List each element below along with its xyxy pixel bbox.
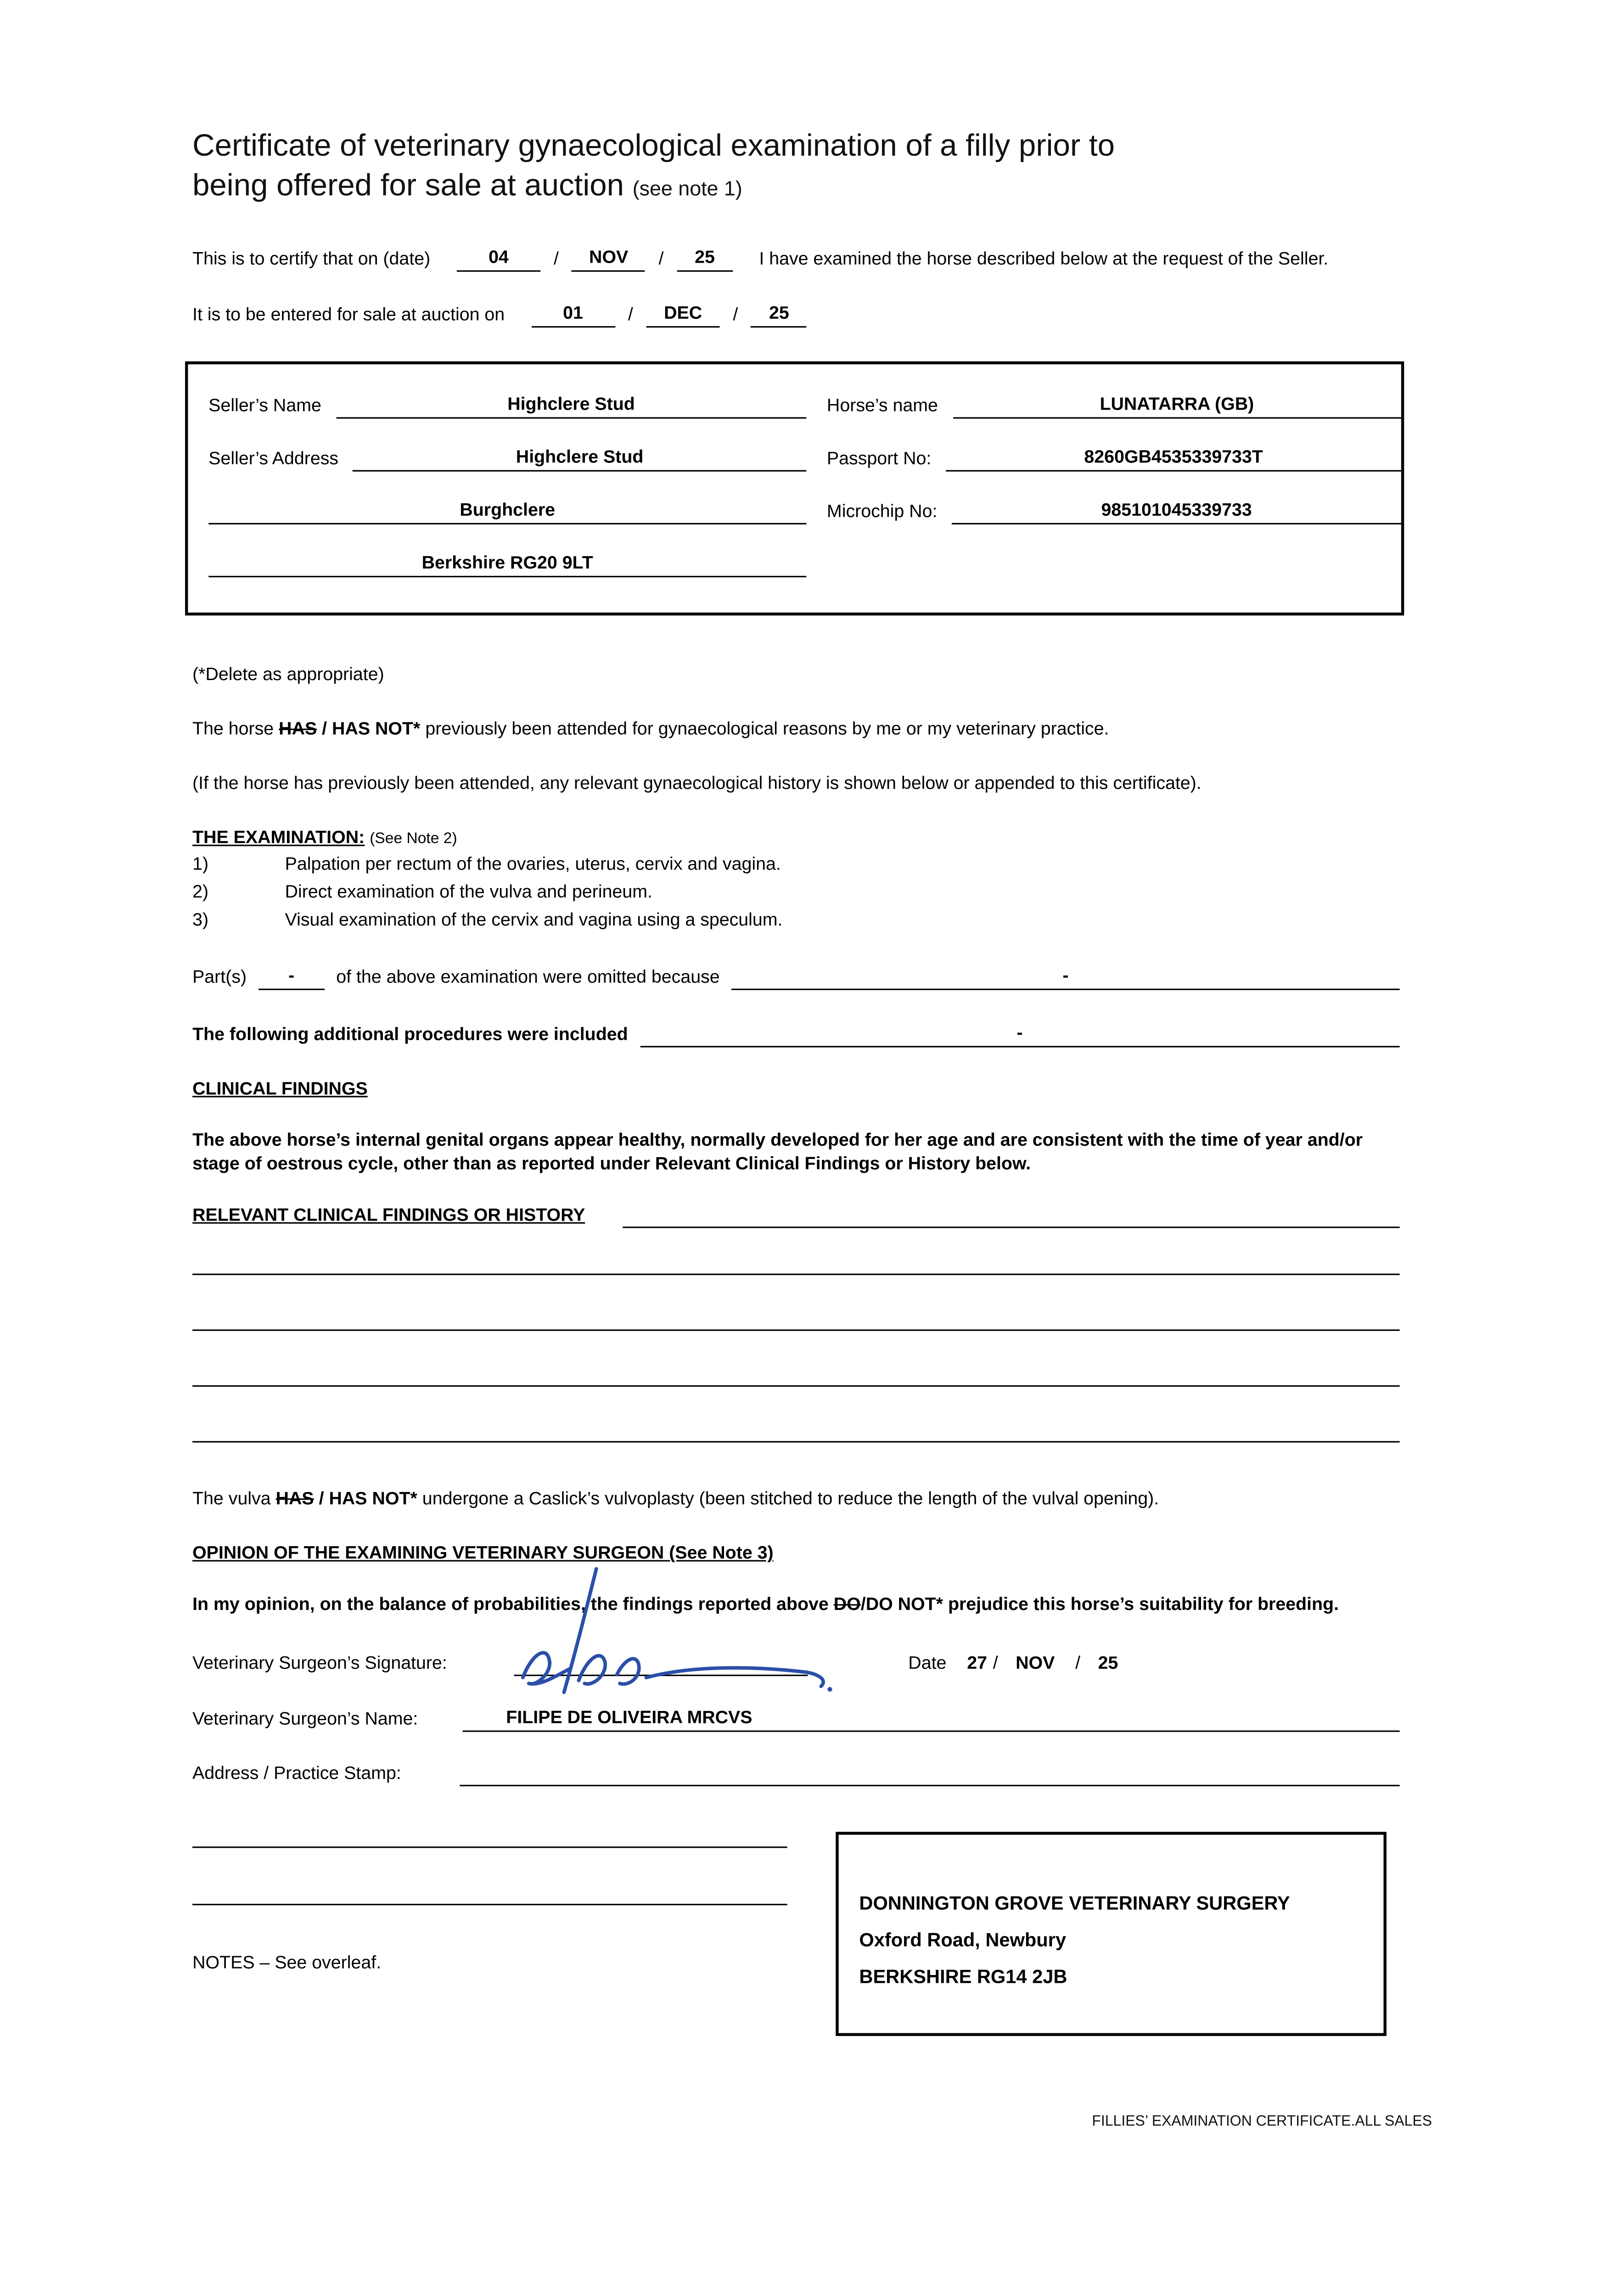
blank-line	[192, 1384, 1400, 1387]
practice-stamp-row	[192, 1763, 1400, 1787]
opinion-struck-do: DO	[833, 1594, 861, 1615]
clinical-findings-paragraph: The above horse’s internal genital organs appear healthy, normally developed for her age and are consistent with the time of year and/or stage of oestrous cycle, other than as reported under Relevant Clinical Findings or History below.	[192, 1130, 1363, 1175]
vulva-struck-has: HAS	[275, 1488, 314, 1509]
examination-heading: THE EXAMINATION:	[192, 827, 365, 849]
horse-name-value: LUNATARRA (GB)	[953, 393, 1401, 418]
list-item	[192, 907, 1400, 935]
practice-stamp-label: Address / Practice Stamp:	[192, 1763, 401, 1784]
blank-line-short	[192, 1846, 787, 1848]
attended-struck-has: HAS	[279, 719, 317, 740]
date-slash: /	[1075, 1653, 1081, 1674]
certify-suffix: I have examined the horse described below at the request of the Seller.	[759, 248, 1329, 269]
title-line2-text: being offered for sale at auction	[192, 169, 624, 203]
surgeon-name-value: FILIPE DE OLIVEIRA MRCVS	[462, 1707, 1399, 1732]
seller-name-value: Highclere Stud	[336, 393, 806, 418]
attended-prefix: The horse	[192, 719, 274, 740]
exam-date-year: 25	[677, 246, 733, 271]
auction-prefix: It is to be entered for sale at auction on	[192, 303, 505, 324]
vulva-prefix: The vulva	[192, 1488, 271, 1509]
delete-note: (*Delete as appropriate)	[192, 663, 384, 684]
omitted-prefix: Part(s)	[192, 967, 247, 988]
horse-details-box	[185, 361, 1404, 615]
clinical-findings-heading: CLINICAL FINDINGS	[192, 1079, 368, 1100]
opinion-paragraph	[192, 1594, 1400, 1618]
seller-address-row	[208, 446, 806, 471]
auction-date-year: 25	[751, 302, 807, 327]
date-slash: /	[628, 303, 633, 324]
passport-value: 8260GB4535339733T	[946, 446, 1401, 471]
empty-cell	[827, 551, 1401, 576]
microchip-label: Microchip No:	[826, 500, 938, 521]
sign-date-year: 25	[1098, 1653, 1118, 1674]
footer-text: FILLIES’ EXAMINATION CERTIFICATE.ALL SALES	[1092, 2114, 1432, 2130]
additional-procedures-line	[192, 1023, 1400, 1048]
passport-label: Passport No:	[826, 447, 932, 468]
opinion-heading: OPINION OF THE EXAMINING VETERINARY SURGEON (See Note 3)	[192, 1542, 774, 1564]
examination-heading-line	[192, 827, 1400, 851]
list-item-text: Visual examination of the cervix and vagina using a speculum.	[285, 910, 783, 931]
date-slash: /	[553, 248, 559, 269]
auction-date-day: 01	[531, 302, 615, 327]
signature-label: Veterinary Surgeon’s Signature:	[192, 1653, 447, 1674]
blank-line	[192, 1328, 1400, 1331]
additional-value: -	[640, 1023, 1399, 1048]
list-item	[192, 879, 1400, 907]
history-note: (If the horse has previously been attended, any relevant gynaecological history is shown below or appended to this certificate).	[192, 773, 1202, 794]
notes-line: NOTES – See overleaf.	[192, 1953, 382, 1974]
vulva-suffix: undergone a Caslick’s vulvoplasty (been stitched to reduce the length of the vulval opening).	[422, 1488, 1159, 1509]
practice-postcode: BERKSHIRE RG14 2JB	[859, 1965, 1067, 1988]
list-item-text: Palpation per rectum of the ovaries, uterus, cervix and vagina.	[285, 854, 781, 875]
microchip-row	[827, 499, 1401, 523]
additional-label: The following additional procedures were included	[192, 1024, 628, 1045]
date-slash: /	[658, 248, 664, 269]
list-item-text: Direct examination of the vulva and perineum.	[285, 882, 652, 903]
list-item-number: 1)	[192, 854, 209, 875]
title-line1: Certificate of veterinary gynaecological examination of a filly prior to	[192, 129, 1115, 163]
relevant-findings-heading: RELEVANT CLINICAL FINDINGS OR HISTORY	[192, 1205, 585, 1226]
omitted-mid: of the above examination were omitted because	[336, 967, 720, 988]
opinion-do-not: /DO NOT*	[860, 1594, 943, 1615]
date-label: Date	[908, 1653, 947, 1674]
list-item-number: 2)	[192, 882, 209, 903]
microchip-value: 985101045339733	[952, 499, 1401, 523]
list-item	[192, 851, 1400, 879]
certify-prefix: This is to certify that on (date)	[192, 248, 431, 269]
horse-name-label: Horse’s name	[826, 394, 938, 415]
practice-name: DONNINGTON GROVE VETERINARY SURGERY	[859, 1892, 1290, 1914]
omitted-reason-value: -	[731, 966, 1399, 990]
exam-date-month: NOV	[572, 246, 646, 271]
relevant-findings-line	[192, 1205, 1400, 1228]
seller-address-label: Seller’s Address	[208, 447, 339, 468]
date-slash: /	[733, 303, 738, 324]
certify-line	[192, 246, 1400, 271]
opinion-after: prejudice this horse’s suitability for breeding.	[948, 1594, 1339, 1615]
signature-row	[192, 1653, 1400, 1677]
relevant-findings-blank	[623, 1207, 1400, 1228]
list-item-number: 3)	[192, 910, 209, 931]
sign-date-month: NOV	[1016, 1653, 1055, 1674]
exam-date-day: 04	[457, 246, 540, 271]
practice-stamp-box	[836, 1832, 1387, 2036]
practice-stamp-blank	[460, 1765, 1400, 1786]
horse-name-row	[827, 393, 1401, 418]
seller-name-row	[208, 393, 806, 418]
examination-list	[192, 851, 1400, 935]
passport-row	[827, 446, 1401, 471]
blank-line	[192, 1440, 1400, 1443]
surgeon-name-label: Veterinary Surgeon’s Name:	[192, 1709, 418, 1730]
title-note: (see note 1)	[632, 176, 742, 201]
auction-date-month: DEC	[646, 302, 720, 327]
attended-line	[192, 719, 1400, 743]
examination-heading-note: (See Note 2)	[370, 830, 457, 849]
blank-line	[192, 1272, 1400, 1275]
seller-address-line3: Berkshire RG20 9LT	[208, 551, 806, 576]
seller-address-line2: Burghclere	[208, 499, 806, 523]
opinion-before: In my opinion, on the balance of probabilities, the findings reported above	[192, 1594, 829, 1615]
surgeon-name-row	[192, 1707, 1400, 1732]
sign-date-day: 27	[967, 1653, 987, 1674]
signature-line	[515, 1675, 809, 1677]
auction-line	[192, 302, 1400, 327]
attended-suffix: previously been attended for gynaecological reasons by me or my veterinary practice.	[425, 719, 1109, 740]
date-slash: /	[993, 1653, 998, 1674]
practice-street: Oxford Road, Newbury	[859, 1929, 1067, 1951]
seller-address-line1: Highclere Stud	[353, 446, 806, 471]
attended-has-not: / HAS NOT*	[322, 719, 421, 740]
blank-line-short	[192, 1903, 787, 1906]
vulva-has-not: / HAS NOT*	[319, 1488, 417, 1509]
omitted-line	[192, 966, 1400, 990]
omitted-parts-value: -	[258, 966, 325, 990]
seller-address-row2	[208, 499, 806, 523]
seller-name-label: Seller’s Name	[208, 394, 321, 415]
seller-address-row3	[208, 551, 806, 576]
vulva-line	[192, 1489, 1400, 1512]
page-title	[192, 126, 1400, 207]
title-line2	[192, 166, 1400, 206]
